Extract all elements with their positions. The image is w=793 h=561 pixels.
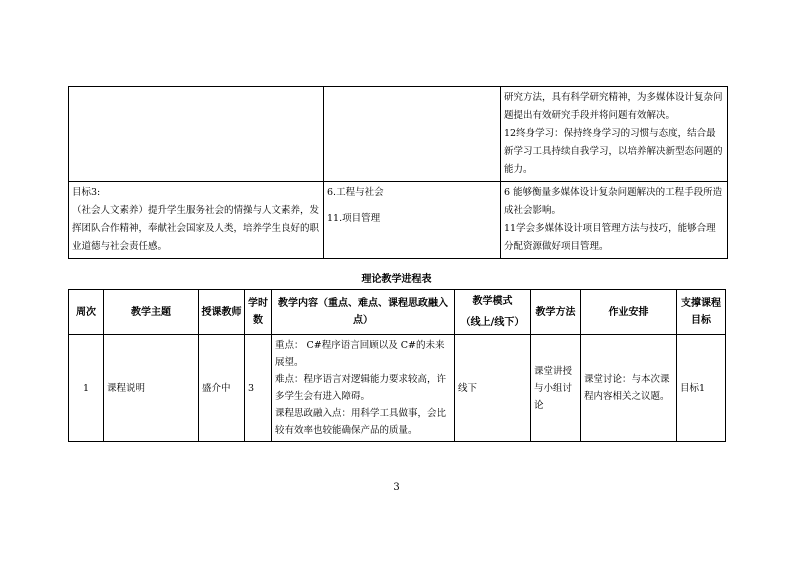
objective-cell	[69, 87, 324, 182]
content-key-point: 重点： C#程序语言回顾以及 C#的未来展望。	[275, 340, 445, 368]
indicator-text: 12终身学习：保持终身学习的习惯与态度，结合最新学习工具持续自我学习，以培养解决新型态问题的能力。	[504, 128, 723, 175]
cell-goal: 目标1	[677, 335, 726, 442]
header-mode	[455, 290, 531, 335]
requirement-cell	[324, 182, 501, 259]
requirement-text: 11.项目管理	[327, 213, 381, 224]
objectives-row-2	[69, 182, 728, 259]
objectives-row-1	[69, 87, 728, 182]
schedule-row	[69, 335, 726, 442]
header-method: 教学方法	[531, 290, 581, 335]
cell-content	[272, 335, 455, 442]
indicator-cell	[501, 182, 728, 259]
page-number: 3	[393, 482, 400, 493]
indicator-text: 6 能够衡量多媒体设计复杂问题解决的工程手段所造成社会影响。	[504, 187, 723, 216]
cell-topic: 课程说明	[104, 335, 199, 442]
header-hours: 学时数	[245, 290, 272, 335]
header-content: 教学内容（重点、难点、课程思政融入点）	[272, 290, 455, 335]
header-goal: 支撑课程目标	[677, 290, 726, 335]
header-mode-line1: 教学模式	[472, 296, 513, 307]
cell-week: 1	[69, 335, 104, 442]
objective-label: 目标3:	[72, 187, 101, 198]
objective-text: （社会人文素养）提升学生服务社会的情操与人文素养，发挥团队合作精神，奉献社会国家及人类，培养学生良好的职业道德与社会责任感。	[72, 205, 320, 252]
indicator-text: 研究方法，具有科学研究精神，为多媒体设计复杂问题提出有效研究手段并将问题有效解决。	[504, 92, 723, 121]
header-homework: 作业安排	[581, 290, 677, 335]
cell-homework: 课堂讨论：与本次课程内容相关之议题。	[581, 335, 677, 442]
content-difficulty: 难点：程序语言对逻辑能力要求较高，许多学生会有进入障碍。	[275, 374, 447, 402]
cell-method: 课堂讲授与小组讨论	[531, 335, 581, 442]
header-teacher: 授课教师	[199, 290, 245, 335]
schedule-title: 理论教学进程表	[361, 274, 432, 285]
cell-teacher: 盛介中	[199, 335, 245, 442]
content-ideology: 课程思政融入点：用科学工具做事，会比较有效率也较能确保产品的质量。	[275, 408, 447, 436]
header-mode-line2: （线上/线下）	[460, 317, 525, 328]
cell-mode: 线下	[455, 335, 531, 442]
indicator-cell	[501, 87, 728, 182]
schedule-header-row	[69, 290, 726, 335]
requirement-cell	[324, 87, 501, 182]
requirement-text: 6.工程与社会	[327, 187, 384, 198]
schedule-table	[68, 289, 726, 442]
cell-hours: 3	[245, 335, 272, 442]
header-topic: 教学主题	[104, 290, 199, 335]
objectives-table	[68, 86, 728, 259]
objective-cell	[69, 182, 324, 259]
header-week: 周次	[69, 290, 104, 335]
indicator-text: 11学会多媒体设计项目管理方法与技巧，能够合理分配资源做好项目管理。	[504, 223, 716, 252]
